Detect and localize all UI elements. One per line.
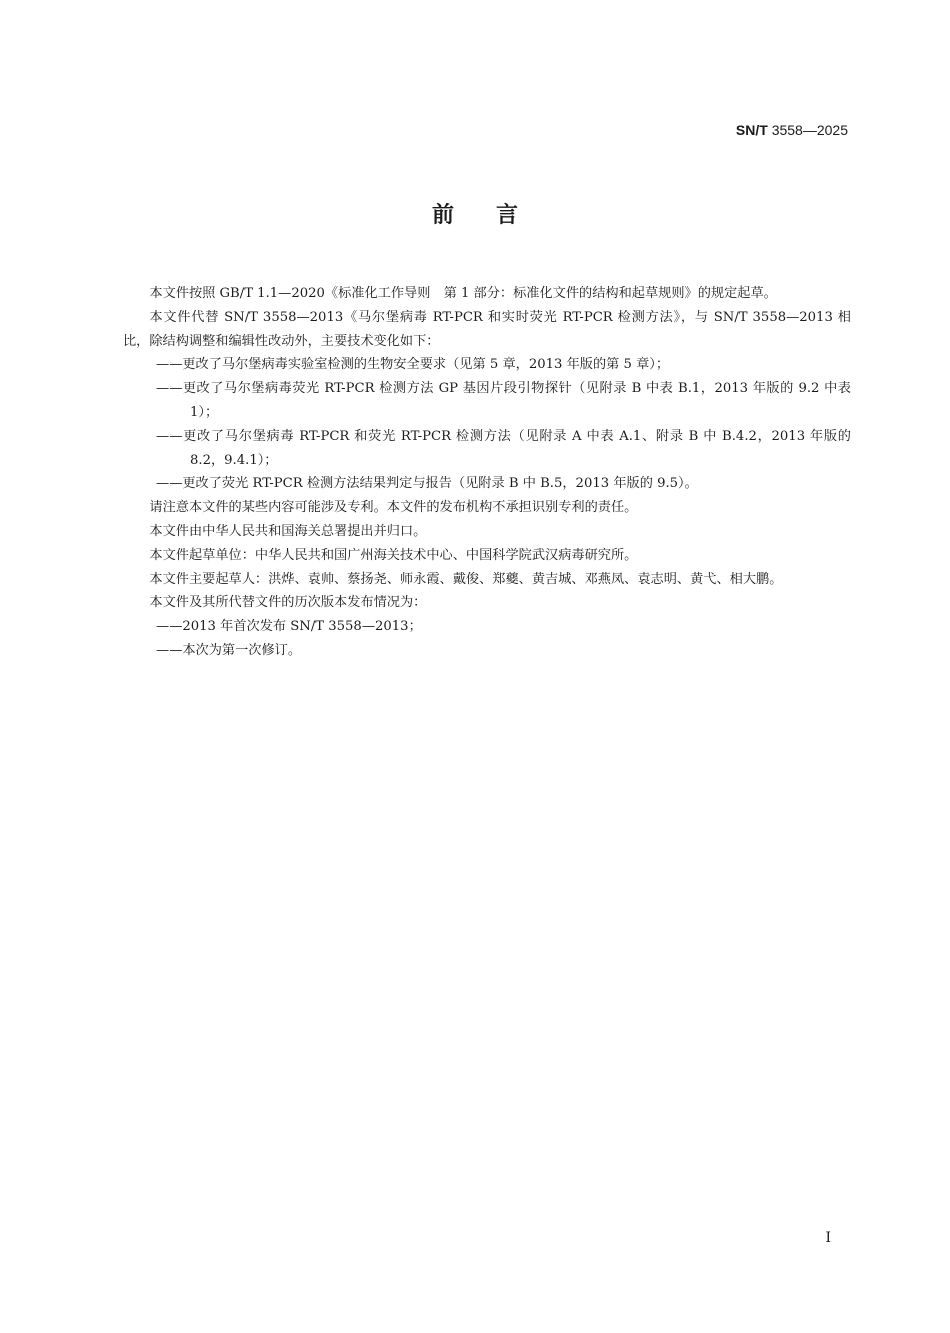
standard-code-number: 3558—2025	[771, 122, 848, 138]
patent-notice: 请注意本文件的某些内容可能涉及专利。本文件的发布机构不承担识别专利的责任。	[149, 500, 638, 516]
release-history-item: ——2013 年首次发布 SN/T 3558—2013；	[156, 619, 422, 635]
drafting-units: 本文件起草单位：中华人民共和国广州海关技术中心、中国科学院武汉病毒研究所。	[149, 547, 638, 563]
technical-change-item: ——更改了马尔堡病毒实验室检测的生物安全要求（见第 5 章，2013 年版的第 5 章）；	[156, 357, 670, 373]
replacement-paragraph: 本文件代替 SN/T 3558—2013《马尔堡病毒 RT-PCR 和实时荧光 RT-PCR 检测方法》，与 SN/T 3558—2013 相比，除结构调整和编辑性改动外，主要技术变化如下：	[123, 309, 851, 349]
release-history-intro: 本文件及其所代替文件的历次版本发布情况为：	[149, 595, 427, 611]
drafting-basis-paragraph: 本文件按照 GB/T 1.1—2020《标准化工作导则 第 1 部分：标准化文件的结构和起草规则》的规定起草。	[149, 286, 777, 301]
proposer-statement: 本文件由中华人民共和国海关总署提出并归口。	[149, 523, 427, 539]
main-drafters: 本文件主要起草人：洪烨、袁帅、蔡扬尧、师永霞、戴俊、郑夔、黄吉城、邓燕凤、袁志明、黄弋、相大鹏。	[149, 571, 783, 587]
release-history-item: ——本次为第一次修订。	[156, 642, 302, 658]
foreword-title: 前言	[431, 203, 560, 228]
standard-code-prefix: SN/T	[735, 122, 768, 138]
technical-change-item: ——更改了马尔堡病毒 RT-PCR 和荧光 RT-PCR 检测方法（见附录 A 中表 A.1、附录 B 中 B.4.2，2013 年版的 8.2，9.4.1）；	[156, 428, 851, 468]
technical-change-item: ——更改了荧光 RT-PCR 检测方法结果判定与报告（见附录 B 中 B.5，2013 年版的 9.5）。	[156, 476, 698, 492]
foreword-body	[123, 282, 851, 663]
standard-code	[736, 121, 848, 139]
technical-change-item: ——更改了马尔堡病毒荧光 RT-PCR 检测方法 GP 基因片段引物探针（见附录 B 中表 B.1，2013 年版的 9.2 中表 1）；	[156, 381, 851, 420]
page-number: I	[825, 1230, 831, 1246]
